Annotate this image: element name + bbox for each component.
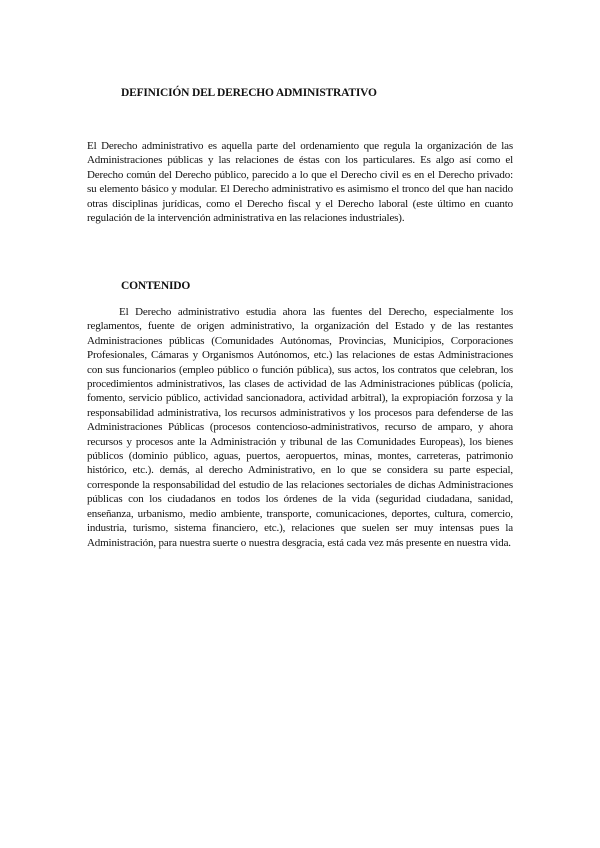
document-title: DEFINICIÓN DEL DERECHO ADMINISTRATIVO	[121, 87, 377, 99]
intro-paragraph: El Derecho administrativo es aquella parte del ordenamiento que regula la organización de las Administraciones públicas y las relaciones de éstas con los particulares. Es algo así como el Derecho común del Derecho público, parecido a lo que el Derecho civil es en el Derecho privado: su elemento básico y modular. El Derecho administrativo es asimismo el tronco del que han nacido otras disciplinas jurídicas, como el Derecho fiscal y el Derecho laboral (este último en cuanto regulación de la intervención administrativa en las relaciones industriales).	[87, 140, 513, 225]
section-heading-contenido: CONTENIDO	[121, 280, 191, 292]
content-paragraph: El Derecho administrativo estudia ahora las fuentes del Derecho, especialmente los reglamentos, fuente de origen administrativo, la organización del Estado y de las restantes Administraciones públicas (Comunidades Autónomas, Provincias, Municipios, Corporaciones Profesionales, Cámaras y Organismos Autónomos, etc.) las relaciones de estas Administraciones con sus funcionarios (empleo público o función pública), sus actos, los contratos que celebran, los procedimientos administrativos, las clases de actividad de las Administraciones públicas (policía, fomento, servicio público, actividad sancionadora, actividad arbitral), la expropiación forzosa y la responsabilidad administrativa, los recursos administrativos y los procesos para defenderse de las Administraciones Públicas (procesos contencioso-administrativos, recurso de amparo, y ahora recursos y procesos ante la Administración y tribunal de las Comunidades Europeas), los bienes públicos (dominio público, aguas, puertos, aeropuertos, minas, montes, carreteras, patrimonio histórico, etc.). demás, al derecho Administrativo, en lo que se considera su parte especial, corresponde la responsabilidad del estudio de las relaciones sectoriales de dichas Administraciones públicas con los ciudadanos en todos los órdenes de la vida (seguridad ciudadana, sanidad, enseñanza, urbanismo, medio ambiente, transporte, comunicaciones, deportes, cultura, comercio, industria, turismo, sistema financiero, etc.), relaciones que suelen ser muy intensas pues la Administración, para nuestra suerte o nuestra desgracia, está cada vez más presente en nuestra vida.	[87, 306, 513, 549]
